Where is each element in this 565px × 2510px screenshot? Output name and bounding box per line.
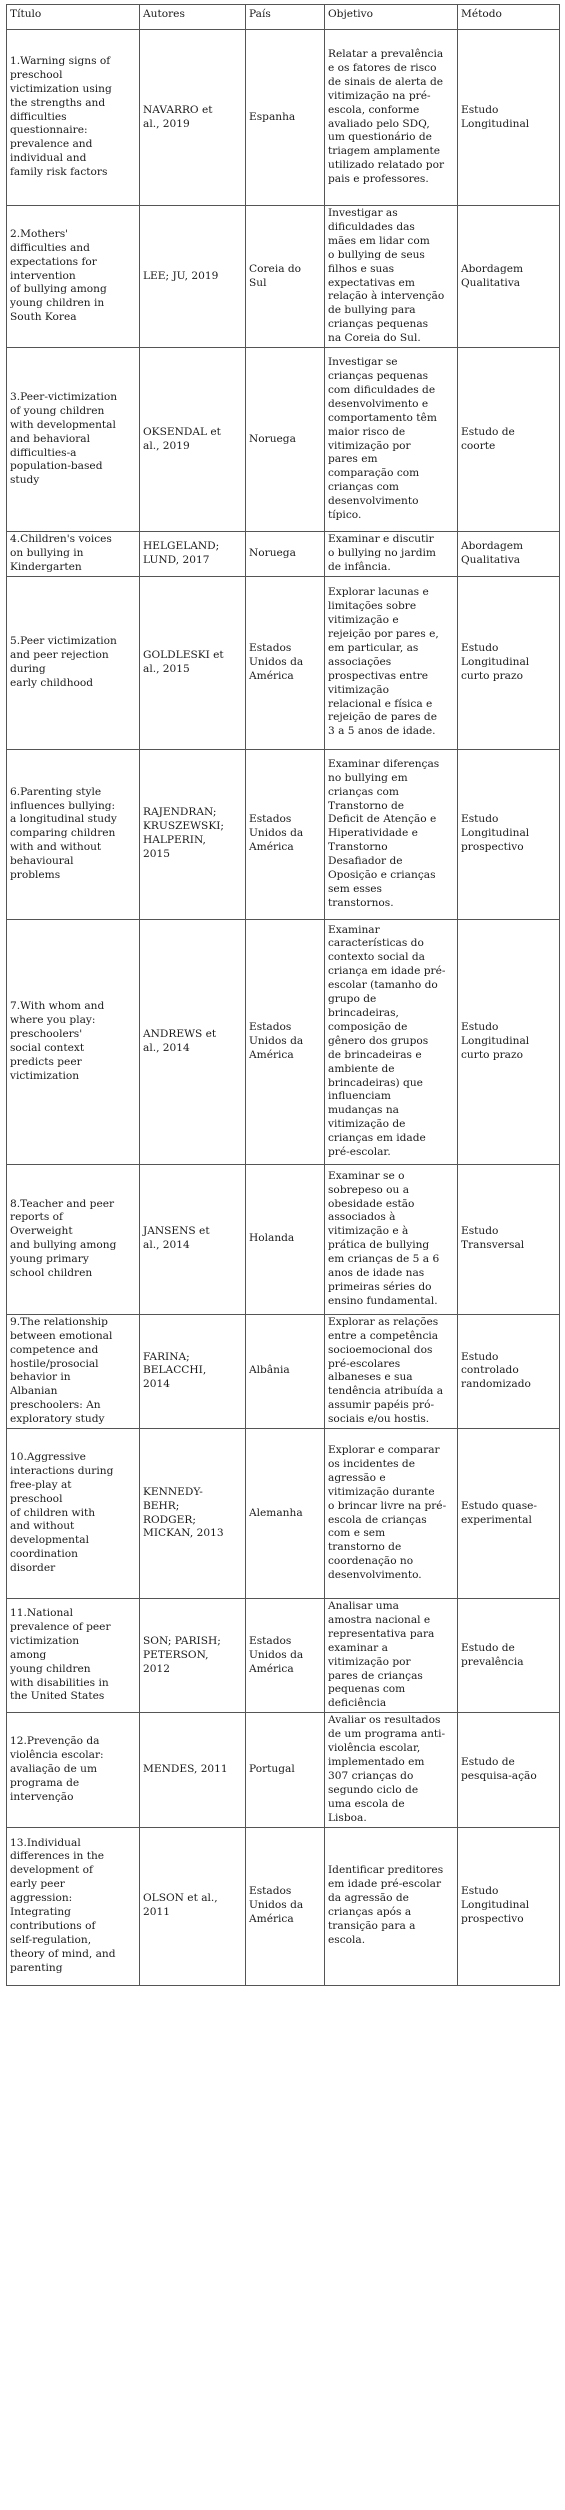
header-country: País [246, 5, 325, 30]
cell-title: 3.Peer-victimization of young children with developmental and behavioral difficulties-a population-based study [7, 348, 140, 532]
cell-title: 6.Parenting style influences bullying: a longitudinal study comparing children with and without behavioural problems [7, 749, 140, 919]
cell-authors: MENDES, 2011 [140, 1713, 246, 1827]
cell-method: Estudo Longitudinal curto prazo [458, 919, 560, 1164]
header-objective: Objetivo [325, 5, 458, 30]
cell-title: 7.With whom and where you play: preschoolers' social context predicts peer victimization [7, 919, 140, 1164]
cell-title: 13.Individual differences in the development of early peer aggression: Integrating contributions of self-regulation, theory of mind, and parenting [7, 1827, 140, 1985]
cell-method: Abordagem Qualitativa [458, 532, 560, 577]
cell-country: Alemanha [246, 1429, 325, 1599]
cell-method: Estudo Longitudinal curto prazo [458, 576, 560, 749]
cell-objective: Investigar as dificuldades das mães em lidar com o bullying de seus filhos e suas expectativas em relação à intervenção de bullying para crianças pequenas na Coreia do Sul. [325, 206, 458, 348]
table-row [7, 1429, 560, 1599]
header-row [7, 5, 560, 30]
cell-country: Albânia [246, 1314, 325, 1428]
table-row [7, 30, 560, 206]
table-row [7, 1827, 560, 1985]
cell-authors: ANDREWS et al., 2014 [140, 919, 246, 1164]
cell-title: 11.National prevalence of peer victimization among young children with disabilities in the United States [7, 1599, 140, 1713]
cell-objective: Examinar diferenças no bullying em crianças com Transtorno de Deficit de Atenção e Hiperatividade e Transtorno Desafiador de Oposição e crianças sem esses transtornos. [325, 749, 458, 919]
cell-authors: OLSON et al., 2011 [140, 1827, 246, 1985]
cell-country: Espanha [246, 30, 325, 206]
cell-title: 1.Warning signs of preschool victimization using the strengths and difficulties questionnaire: prevalence and individual and family risk factors [7, 30, 140, 206]
cell-authors: JANSENS et al., 2014 [140, 1164, 246, 1314]
cell-title: 9.The relationship between emotional competence and hostile/prosocial behavior in Albanian preschoolers: An exploratory study [7, 1314, 140, 1428]
cell-country: Noruega [246, 532, 325, 577]
cell-method: Estudo de pesquisa-ação [458, 1713, 560, 1827]
table-row [7, 1599, 560, 1713]
cell-method: Estudo de prevalência [458, 1599, 560, 1713]
cell-method: Estudo quase- experimental [458, 1429, 560, 1599]
cell-objective: Relatar a prevalência e os fatores de risco de sinais de alerta de vitimização na pré- escola, conforme avaliado pelo SDQ, um questionário de triagem amplamente utilizado relatado por pais e professores. [325, 30, 458, 206]
cell-title: 10.Aggressive interactions during free-play at preschool of children with and without developmental coordination disorder [7, 1429, 140, 1599]
table-row [7, 576, 560, 749]
table-row [7, 532, 560, 577]
cell-authors: FARINA; BELACCHI, 2014 [140, 1314, 246, 1428]
cell-method: Estudo Transversal [458, 1164, 560, 1314]
cell-method: Estudo Longitudinal [458, 30, 560, 206]
cell-method: Estudo Longitudinal prospectivo [458, 1827, 560, 1985]
table-row [7, 206, 560, 348]
table-row [7, 348, 560, 532]
table-row [7, 1713, 560, 1827]
cell-objective: Identificar preditores em idade pré-escolar da agressão de crianças após a transição para a escola. [325, 1827, 458, 1985]
cell-objective: Explorar e comparar os incidentes de agressão e vitimização durante o brincar livre na pré- escola de crianças com e sem transtorno de coordenação no desenvolvimento. [325, 1429, 458, 1599]
cell-country: Noruega [246, 348, 325, 532]
cell-country: Estados Unidos da América [246, 576, 325, 749]
table-row [7, 919, 560, 1164]
cell-title: 5.Peer victimization and peer rejection during early childhood [7, 576, 140, 749]
cell-authors: NAVARRO et al., 2019 [140, 30, 246, 206]
cell-authors: LEE; JU, 2019 [140, 206, 246, 348]
cell-authors: KENNEDY- BEHR; RODGER; MICKAN, 2013 [140, 1429, 246, 1599]
cell-method: Estudo de coorte [458, 348, 560, 532]
header-method: Método [458, 5, 560, 30]
cell-method: Abordagem Qualitativa [458, 206, 560, 348]
cell-country: Estados Unidos da América [246, 1827, 325, 1985]
cell-objective: Explorar as relações entre a competência socioemocional dos pré-escolares albaneses e sua tendência atribuída a assumir papéis pró- sociais e/ou hostis. [325, 1314, 458, 1428]
cell-title: 2.Mothers' difficulties and expectations for intervention of bullying among young children in South Korea [7, 206, 140, 348]
cell-objective: Investigar se crianças pequenas com dificuldades de desenvolvimento e comportamento têm maior risco de vitimização por pares em comparação com crianças com desenvolvimento típico. [325, 348, 458, 532]
cell-objective: Examinar e discutir o bullying no jardim de infância. [325, 532, 458, 577]
studies-table [6, 4, 560, 1986]
table-row [7, 749, 560, 919]
cell-title: 4.Children's voices on bullying in Kindergarten [7, 532, 140, 577]
cell-objective: Examinar características do contexto social da criança em idade pré- escolar (tamanho do grupo de brincadeiras, composição de gênero dos grupos de brincadeiras e ambiente de brincadeiras) que influenciam mudanças na vitimização de crianças em idade pré-escolar. [325, 919, 458, 1164]
cell-objective: Avaliar os resultados de um programa anti- violência escolar, implementado em 307 crianças do segundo ciclo de uma escola de Lisboa. [325, 1713, 458, 1827]
cell-title: 8.Teacher and peer reports of Overweight and bullying among young primary school children [7, 1164, 140, 1314]
cell-authors: RAJENDRAN; KRUSZEWSKI; HALPERIN, 2015 [140, 749, 246, 919]
cell-method: Estudo Longitudinal prospectivo [458, 749, 560, 919]
header-title: Título [7, 5, 140, 30]
cell-method: Estudo controlado randomizado [458, 1314, 560, 1428]
header-authors: Autores [140, 5, 246, 30]
cell-country: Coreia do Sul [246, 206, 325, 348]
cell-authors: SON; PARISH; PETERSON, 2012 [140, 1599, 246, 1713]
cell-authors: HELGELAND; LUND, 2017 [140, 532, 246, 577]
cell-country: Portugal [246, 1713, 325, 1827]
cell-country: Estados Unidos da América [246, 919, 325, 1164]
cell-objective: Explorar lacunas e limitações sobre vitimização e rejeição por pares e, em particular, as associações prospectivas entre vitimização relacional e física e rejeição de pares de 3 a 5 anos de idade. [325, 576, 458, 749]
cell-authors: GOLDLESKI et al., 2015 [140, 576, 246, 749]
cell-objective: Analisar uma amostra nacional e representativa para examinar a vitimização por pares de crianças pequenas com deficiência [325, 1599, 458, 1713]
table-row [7, 1164, 560, 1314]
table-row [7, 1314, 560, 1428]
cell-country: Estados Unidos da América [246, 749, 325, 919]
cell-authors: OKSENDAL et al., 2019 [140, 348, 246, 532]
cell-title: 12.Prevenção da violência escolar: avaliação de um programa de intervenção [7, 1713, 140, 1827]
cell-country: Holanda [246, 1164, 325, 1314]
cell-country: Estados Unidos da América [246, 1599, 325, 1713]
cell-objective: Examinar se o sobrepeso ou a obesidade estão associados à vitimização e à prática de bullying em crianças de 5 a 6 anos de idade nas primeiras séries do ensino fundamental. [325, 1164, 458, 1314]
